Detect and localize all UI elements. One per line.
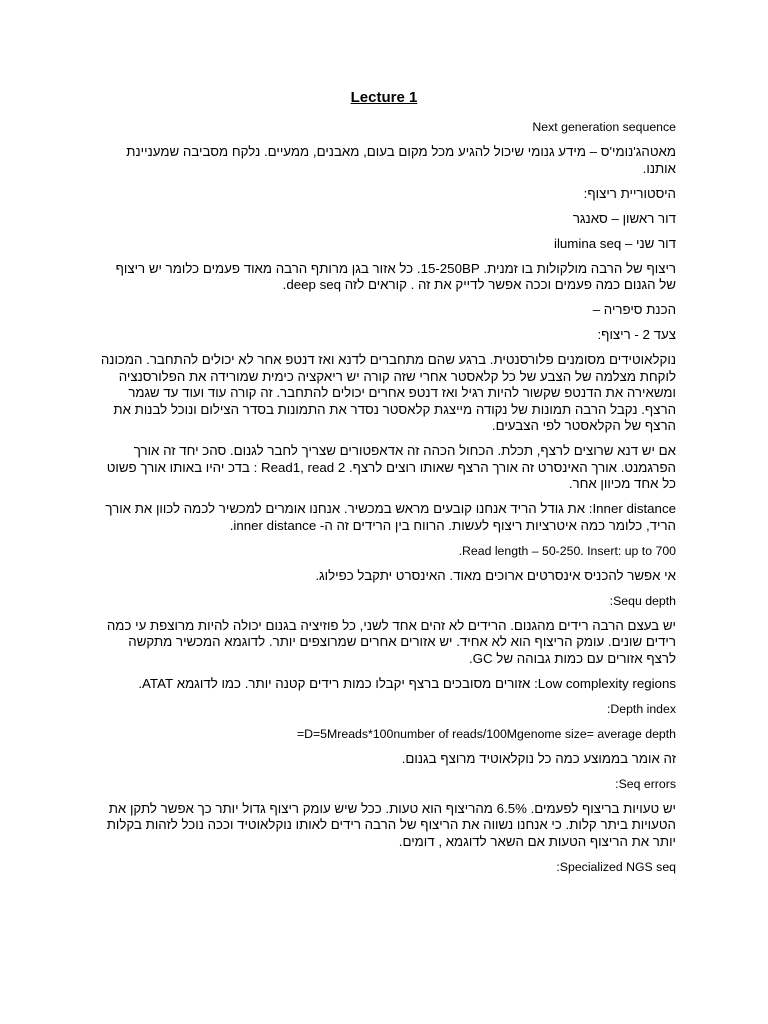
paragraph: יש בעצם הרבה רידים מהגנום. הרידים לא זהים אחד לשני, כל פוזיציה בגנום יכולה להיות מרוצפת עי כמה רידים שונים. עומק הריצוף הוא לא אחיד. יש אזורים אחרים שמרוצפים יותר. לדוגמא המכשיר מתקשה לרצף אזורים עם כמות גבוהה של GC.: [106, 617, 676, 666]
paragraph: אי אפשר להכניס אינסרטים ארוכים מאוד. האינסרט יתקבל כפילוג.: [315, 567, 676, 583]
document-body: [98, 119, 676, 884]
formula-paragraph: D=5Mreads*100number of reads/100Mgenome size= average depth=: [296, 726, 676, 741]
subtitle-paragraph: Next generation sequence: [532, 120, 676, 134]
section-heading: Sequ depth:: [609, 593, 676, 608]
paragraph: דור שני – ilumina seq: [553, 235, 676, 251]
paragraph: Low complexity regions: אזורים מסובכים ברצף יקבלו כמות רידים קטנה יותר. כמו לדוגמא ATAT.: [138, 675, 676, 691]
paragraph: Inner distance: את גודל הריד אנחנו קובעים מראש במכשיר. אנחנו אומרים למכשיר לכמה לכוון את אורך הריד, כלומר כמה איטרציות ריצוף לעשות. הרווח בין הרידים זה ה- inner distance.: [105, 501, 676, 533]
paragraph: צעד 2 - ריצוף:: [597, 327, 676, 342]
section-heading: Depth index:: [606, 701, 676, 716]
section-heading: Specialized NGS seq:: [556, 859, 676, 874]
paragraph: Read length – 50-250. Insert: up to 700.: [458, 543, 676, 558]
paragraph: דור ראשון – סאנגר: [572, 210, 676, 226]
paragraph: היסטוריית ריצוף:: [583, 185, 676, 201]
paragraph: מאטהג'נומי'ס – מידע גנומי שיכול להגיע מכל מקום בעום, מאבנים, ממעיים. נלקח מסביבה שמעניינת אותנו.: [126, 144, 676, 176]
section-heading: Seq errors:: [615, 776, 676, 791]
paragraph: הכנת סיפריה –: [592, 302, 676, 317]
page-title: Lecture 1: [350, 89, 418, 106]
paragraph: זה אומר בממוצע כמה כל נוקלאוטיד מרוצף בגנום.: [401, 750, 676, 766]
paragraph: נוקלאוטידים מסומנים פלורסנטית. ברגע שהם מתחברים לדנא ואז דנטפ אחר לא יכולים להתחבר. המכונה לוקחת מצלמה של הצבע של כל קלאסטר אחרי שזה קורה יש ריאקציה כימית שמורידה את הפלורסנציה ומשאירה את הדנטפ שקשור להיות רגיל ואז דנטפ אחרים יכולים להתחבר. זה קורה עוד ועוד עד שגמר הרצף. נקבל הרבה תמונות של נקודה מייצגת קלאסטר נסדר את התמונות בסדר הצילום ונוכל לבנות את הרצף של הקלאסטר לפי הצבעים.: [100, 352, 676, 433]
paragraph: יש טעויות בריצוף לפעמים. 6.5% מהריצוף הוא טעות. ככל שיש עומק ריצוף גדול יותר כך אפשר לתקן את הטעויות ביתר קלות. כי אנחנו נשווה את הריצוף של הרבה רידים לאותו נוקלאוטיד וככה נוכל לזהות בקלות יותר את הריצוף הטעות אם השאר לדוגמא , דומים.: [106, 800, 676, 849]
paragraph: אם יש דנא שרוצים לרצף, תכלת. הכחול הכהה זה אדאפטורים שצריך לחבר לגנום. סהכ יחד זה אורך הפרגמנט. אורך האינסרט זה אורך הרצף שאותו רוצים לרצף. Read1, read 2 : בדכ יהיו באותו אורך פשוט כל אחד מכיוון אחר.: [106, 443, 676, 491]
paragraph: ריצוף של הרבה מולקולות בו זמנית. 15-250BP. כל אזור בגן מרותף הרבה מאוד פעמים כלומר יש ריצוף של הגנום כמה פעמים וככה אפשר לדייק את זה . קוראים לזה deep seq.: [115, 260, 676, 292]
